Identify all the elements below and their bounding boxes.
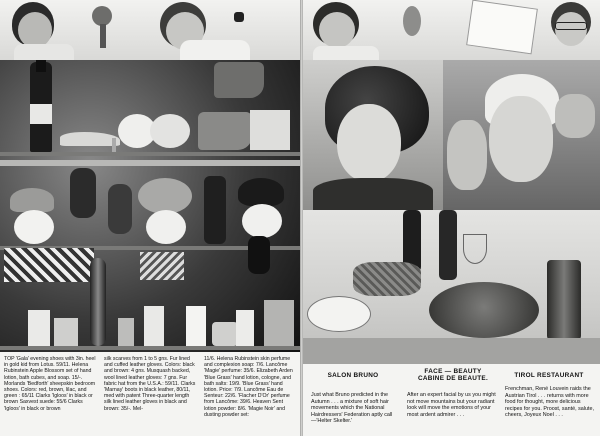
silk-scarf — [4, 248, 94, 282]
cosmetic-box — [28, 310, 50, 346]
high-heel-shoe — [60, 132, 120, 146]
caption-column-3: 11/6. Helena Rubinstein skin perfume and complexion soap: 7/6. Lancôme 'Magie' perfume: 35/6. Elizabeth Arden 'Blue Grass' hand lotion, cologne, and bath salts: 19/9. 'Blue Grass' hand lotion. Price: 7/9. Lancôme Eau de Senteur: 22/6. 'Flacher D'Or' perfume from Lancôme: 39/6. Heaven Sent lotion powder: 8/6. 'Magie Noir' and dusting powder set: — [204, 356, 293, 418]
tweed-cap — [10, 188, 54, 212]
notice-card — [466, 0, 538, 54]
beer-stein — [547, 260, 581, 340]
salon-bruno-text: Just what Bruno predicted in the Autumn . . . a mixture of soft hair movements which the National Hairdressers' Federation aptly call—'Helter Skelter.' — [311, 392, 393, 425]
leather-gloves — [108, 184, 132, 234]
scarf — [140, 252, 184, 280]
salon-bruno-heading: SALON BRUNO — [327, 372, 379, 379]
ankle-boot — [198, 112, 252, 150]
right-page — [303, 0, 600, 436]
fur-hat — [138, 178, 192, 214]
glass-vase — [90, 258, 106, 346]
perfume-bottle — [144, 306, 164, 346]
tirol-restaurant-text: Frenchman, René Louvein raids the Austrian Tirol . . . returns with more food for thought, more delicious recipes for you. Proost, santé, salute, cheers, Joyeux Noel . . . — [505, 386, 594, 419]
cosmetic-box — [54, 318, 78, 346]
cosmetic-box — [264, 300, 294, 346]
face-beauty-heading: FACE — BEAUTY CABINE DE BEAUTE. — [417, 368, 489, 382]
powder-box — [212, 322, 238, 346]
photo-child-nose — [150, 0, 300, 60]
cosmetic-box — [186, 306, 206, 346]
knee-boot — [204, 176, 226, 244]
shelf — [0, 346, 300, 350]
photo-shop-display — [0, 60, 300, 352]
photo-restaurant-table — [303, 210, 600, 364]
bread-basket — [353, 262, 421, 296]
hand — [447, 120, 487, 190]
black-hat — [238, 178, 284, 206]
shelf — [0, 160, 300, 166]
ankle-boot — [214, 62, 264, 98]
glasses — [555, 22, 587, 30]
food-plate — [307, 296, 371, 332]
slipper — [150, 114, 190, 148]
photo-hairstyle-woman — [303, 60, 443, 210]
perfume-bottle — [236, 310, 254, 346]
hand — [555, 94, 595, 138]
glove — [248, 236, 270, 274]
photo-child-mirror — [303, 0, 451, 60]
photo-facial-treatment — [443, 60, 600, 210]
tirol-restaurant-heading: TIROL RESTAURANT — [514, 372, 584, 379]
leather-gloves — [70, 168, 96, 218]
wine-bottle — [439, 210, 457, 280]
perfume-bottle — [118, 318, 134, 346]
leaflet-box — [250, 110, 290, 150]
photo-child-magnifier — [451, 0, 600, 60]
caption-column-1: TOP 'Gala' evening shoes with 3in. heel in gold kid from Lotus. 59/11. Helena Rubinstein Apple Blossom set of hand lotion, bath cubes, and soap. 15/-. Morlands 'Bedforth' sheepskin bedroom shoes. Colors: red, brown, lilac, and green : 65/11 Clarks 'Igloos' in black or brown Saxvest suede: 55/6 Clarks 'Igloos' in black or brown — [4, 356, 96, 412]
photo-child-ice-cream — [0, 0, 150, 60]
shelf — [0, 152, 300, 156]
roast-chicken-plate — [429, 282, 539, 338]
wine-glass — [463, 234, 487, 264]
face-beauty-text: After an expert facial by us you might not move mountains but your radiant look will move the emotions of your most ardent admirer . . . — [407, 392, 496, 418]
caption-column-2: silk scarves from 1 to 5 gns. Fur lined and cuffed leather gloves. Colors: black and brown: 4 gns. Musquash backed, wool lined leather gloves: 7 gns. Fur fabric hat from the U.S.A.: 59/11. Clarks 'Marnay' boots in black leather, 80/11, med with patent Three-quarter length silk lined leather gloves in black and brown: 35/-. Mel- — [104, 356, 196, 412]
